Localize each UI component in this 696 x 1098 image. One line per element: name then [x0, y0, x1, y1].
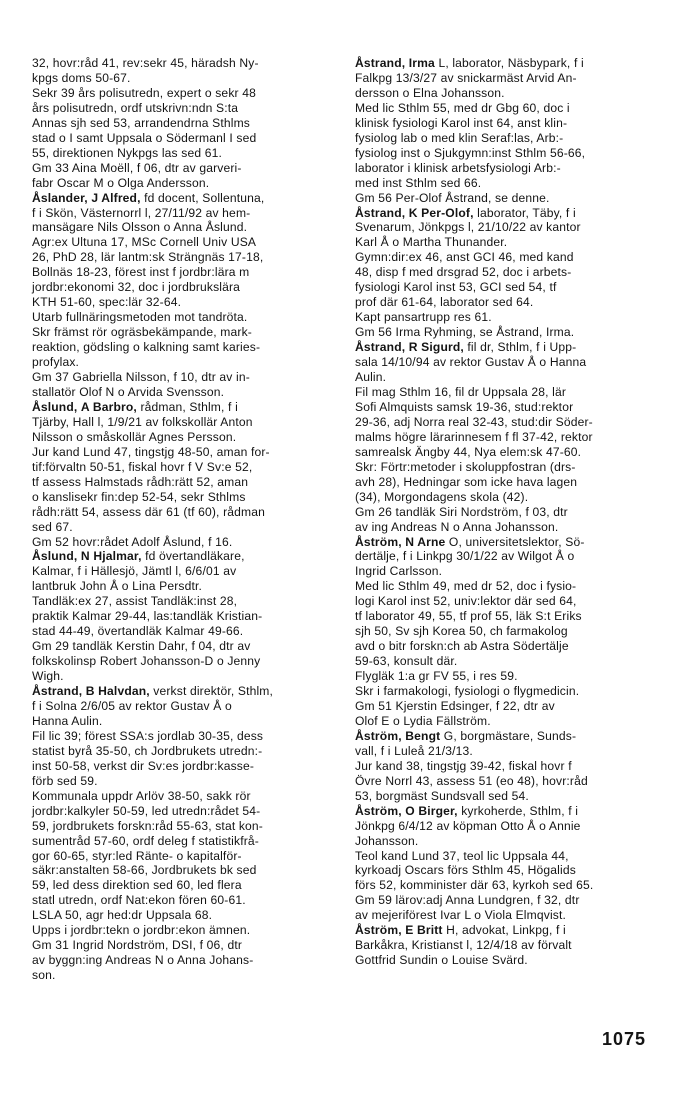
entry-paragraph: Gm 56 Irma Ryhming, se Åstrand, Irma.	[355, 325, 575, 340]
entry-paragraph: 32, hovr:råd 41, rev:sekr 45, häradsh Ny- kpgs doms 50-67.	[32, 56, 259, 85]
page-number: 1075	[602, 1029, 647, 1049]
biography-entry	[355, 340, 649, 385]
entry-paragraph: Gymn:dir:ex 46, anst GCI 46, med kand 48, disp f med drsgrad 52, doc i arbets- fysiologi Karol inst 53, GCI sed 54, tf prof där 61-64, laborator sed 64.	[355, 250, 574, 310]
entry-paragraph: Flygläk 1:a gr FV 55, i res 59.	[355, 669, 518, 684]
entry-given-name: K Per-Olof,	[408, 205, 474, 220]
biography-entry	[355, 923, 649, 968]
entry-paragraph: Teol kand Lund 37, teol lic Uppsala 44, kyrkoadj Oscars förs Sthlm 45, Högalids förs 52, komminister där 63, kyrkoh sed 65.	[355, 848, 594, 893]
entry-paragraph: Kommunala uppdr Arlöv 38-50, sakk rör jordbr:kalkyler 50-59, led utredn:rådet 54- 59, jordbrukets forskn:råd 55-63, stat kon- sumentråd 57-60, ordf deleg f statistikfrå- gor 60-65, styr:led Ränte- o kapitalför- säkr:anstalten 58-66, Jordbrukets bk sed 59, led dess direktion sed 60, led flera statl utredn, ordf Nat:ekon fören 60-61.	[32, 788, 263, 908]
entry-surname: Åslund,	[32, 399, 78, 414]
entry-paragraph: Agr:ex Ultuna 17, MSc Cornell Univ USA 26, PhD 28, lär lantm:sk Strängnäs 17-18, Bollnäs 18-23, förest inst f jordbr:lära m jordbr:ekonomi 32, doc i jordbrukslära KTH 51-60, spec:lär 32-64.	[32, 235, 264, 310]
entry-text: fil dr, Sthlm, f i Upp- sala 14/10/94 av rektor Gustav Å o Hanna Aulin.	[355, 340, 587, 385]
entry-paragraph: Med lic Sthlm 55, med dr Gbg 60, doc i klinisk fysiologi Karol inst 64, anst klin- fysiolog lab o med klin Seraf:las, Arb:- fysiolog inst o Sjukgymn:inst Sthlm 56-66, laborator i klinisk arbetsfysiologi Arb:- med inst Sthlm sed 66.	[355, 100, 586, 190]
entry-text: kyrkoherde, Sthlm, f i Jönkpg 6/4/12 av köpman Otto Å o Annie Johansson.	[355, 803, 581, 848]
entry-given-name: O Birger,	[405, 803, 458, 818]
entry-paragraph: Gm 52 hovr:rådet Adolf Åslund, f 16.	[32, 534, 233, 549]
entry-paragraph: Utarb fullnäringsmetoden mot tandröta. Skr främst rör ogräsbekämpande, mark- reaktion, gödsling o kalkning samt karies- profylax.	[32, 310, 261, 370]
entry-given-name: B Halvdan,	[85, 684, 150, 699]
biography-entry	[355, 535, 649, 580]
entry-surname: Åstrand,	[355, 205, 406, 220]
entry-text: rådman, Sthlm, f i Tjärby, Hall l, 1/9/21 av folkskollär Anton Nilsson o småskollär Agnes Persson.	[32, 399, 253, 444]
entry-paragraph: Fil lic 39; förest SSA:s jordlab 30-35, dess statist byrå 35-50, ch Jordbrukets utredn:- inst 50-58, verkst dir Sv:es jordbr:kasse- förb sed 59.	[32, 728, 264, 788]
entry-paragraph: Gm 56 Per-Olof Åstrand, se denne.	[355, 190, 550, 205]
entry-paragraph: Gm 33 Aina Moëll, f 06, dtr av garveri- fabr Oscar M o Olga Andersson.	[32, 160, 242, 190]
biography-entry	[355, 56, 649, 101]
entry-text: O, universitetslektor, Sö- dertälje, f i Linkpg 30/1/22 av Wilgot Å o Ingrid Carlsson.	[355, 534, 585, 579]
entry-paragraph: Jur kand 38, tingstjg 39-42, fiskal hovr f Övre Norrl 43, assess 51 (eo 48), hovr:råd 53, borgmäst Sundsvall sed 54.	[355, 758, 588, 803]
entry-surname: Åström,	[355, 803, 402, 818]
entry-paragraph: Sekr 39 års polisutredn, expert o sekr 48 års polisutredn, ordf utskrivn:ndn S:ta Annas sjh sed 53, arrandendrna Sthlms stad o I samt Uppsala o Södermanl I sed 55, direktionen Nykpgs las sed 61.	[32, 85, 257, 160]
entry-text: G, borgmästare, Sunds- vall, f i Luleå 21/3/13.	[355, 728, 577, 758]
entry-paragraph: Gm 31 Ingrid Nordström, DSI, f 06, dtr av byggn:ing Andreas N o Anna Johans- son.	[32, 938, 254, 983]
biography-entry	[32, 400, 335, 445]
entry-given-name: N Hjalmar,	[80, 549, 142, 564]
entry-surname: Åslund,	[32, 549, 78, 564]
entry-paragraph: Gm 29 tandläk Kerstin Dahr, f 04, dtr av folkskolinsp Robert Johansson-D o Jenny Wigh.	[32, 639, 261, 684]
entry-text: laborator, Täby, f i Svenarum, Jönkpgs l, 21/10/22 av kantor Karl Å o Martha Thunander.	[355, 205, 581, 250]
entry-paragraph: Upps i jordbr:tekn o jordbr:ekon ämnen.	[32, 923, 251, 938]
entry-surname: Åslander,	[32, 190, 88, 205]
entry-given-name: E Britt	[405, 923, 443, 938]
biography-entry	[32, 549, 335, 594]
entry-given-name: A Barbro,	[80, 399, 137, 414]
entry-paragraph: Gm 51 Kjerstin Edsinger, f 22, dtr av Olof E o Lydia Fällström.	[355, 698, 555, 728]
entry-given-name: N Arne	[405, 534, 446, 549]
biography-entry	[355, 206, 649, 251]
biography-entry	[355, 804, 649, 849]
entry-surname: Åstrand,	[32, 684, 83, 699]
entry-paragraph: Jur kand Lund 47, tingstjg 48-50, aman for- tif:förvaltn 50-51, fiskal hovr f V Sv:e 52, tf assess Halmstads rådh:rätt 52, aman o kanslisekr fin:dep 52-54, sekr Sthlms rådh:rätt 54, assess där 61 (tf 60), rådman sed 67.	[32, 444, 270, 534]
entry-surname: Åström,	[355, 923, 402, 938]
entry-paragraph: Gm 59 lärov:adj Anna Lundgren, f 32, dtr av mejeriförest Ivar L o Viola Elmqvist.	[355, 893, 580, 923]
entry-paragraph: Kapt pansartrupp res 61.	[355, 310, 492, 325]
entry-paragraph: Med lic Sthlm 49, med dr 52, doc i fysio- logi Karol inst 52, univ:lektor där sed 64, tf laborator 49, 55, tf prof 55, läk S:t Eriks sjh 50, Sv sjh Korea 50, ch farmakolog avd o bitr forskn:ch ab Astra Södertälje 59-63, konsult där.	[355, 579, 582, 669]
entry-paragraph: Gm 26 tandläk Siri Nordström, f 03, dtr av ing Andreas N o Anna Johansson.	[355, 504, 568, 534]
entry-given-name: R Sigurd,	[408, 340, 464, 355]
entry-paragraph: Skr: Förtr:metoder i skoluppfostran (drs- avh 28), Hedningar som icke hava lagen (34), Morgondagens skola (42).	[355, 459, 578, 504]
entry-surname: Åström,	[355, 728, 402, 743]
entry-text: L, laborator, Näsbypark, f i Falkpg 13/3/27 av snickarmäst Arvid An- dersson o Elna Johansson.	[355, 56, 584, 100]
entry-surname: Åstrand,	[355, 56, 406, 70]
biography-entry	[355, 729, 649, 759]
entry-paragraph: Fil mag Sthlm 16, fil dr Uppsala 28, lär Sofi Almquists samsk 19-36, stud:rektor 29-36, adj Norra real 32-43, stud:dir Söder- malms högre lärarinnesem f fl 37-42, rektor samrealsk Ängby 44, Nya elem:sk 47-60.	[355, 384, 593, 459]
biography-entry	[32, 684, 335, 729]
entry-paragraph: Tandläk:ex 27, assist Tandläk:inst 28, praktik Kalmar 29-44, las:tandläk Kristian- stad 44-49, övertandläk Kalmar 49-66.	[32, 594, 263, 639]
right-column	[355, 50, 649, 968]
entry-given-name: Bengt	[405, 728, 441, 743]
entry-surname: Åström,	[355, 534, 402, 549]
entry-surname: Åstrand,	[355, 340, 406, 355]
entry-paragraph: Gm 37 Gabriella Nilsson, f 10, dtr av in- stallatör Olof N o Arvida Svensson.	[32, 370, 250, 399]
entry-given-name: J Alfred,	[91, 190, 141, 205]
entry-text: verkst direktör, Sthlm, f i Solna 2/6/05 av rektor Gustav Å o Hanna Aulin.	[32, 684, 274, 728]
entry-text: fd docent, Sollentuna, f i Skön, Västernorrl l, 27/11/92 av hem- mansägare Nils Olsson o Anna Åslund.	[32, 190, 265, 235]
entry-text: fd övertandläkare, Kalmar, f i Hällesjö, Jämtl l, 6/6/01 av lantbruk John Å o Lina Persdtr.	[32, 549, 245, 594]
entry-paragraph: LSLA 50, agr hed:dr Uppsala 68.	[32, 908, 213, 923]
entry-text: H, advokat, Linkpg, f i Barkåkra, Kristianst l, 12/4/18 av förvalt Gottfrid Sundin o Louise Svärd.	[355, 923, 572, 968]
entry-given-name: Irma	[408, 56, 435, 70]
biography-entry	[32, 191, 335, 236]
entry-paragraph: Skr i farmakologi, fysiologi o flygmedicin.	[355, 684, 580, 699]
left-column	[32, 50, 335, 983]
